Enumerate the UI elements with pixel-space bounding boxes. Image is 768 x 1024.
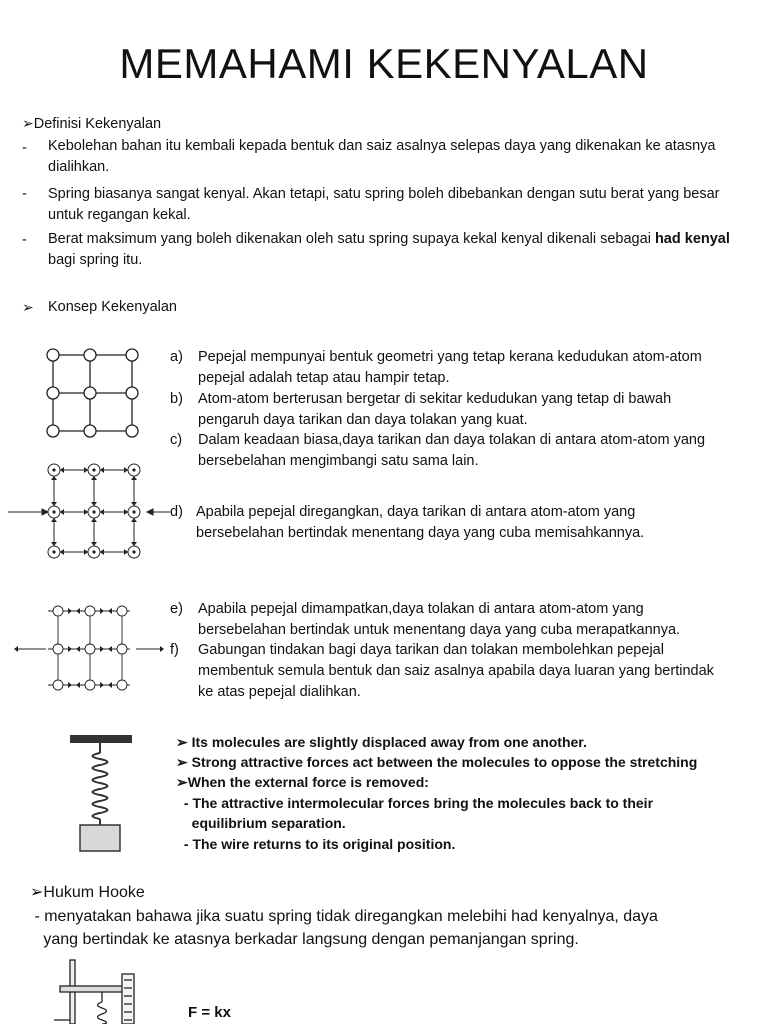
hooke-heading xyxy=(30,881,145,904)
point-label-c: c) xyxy=(170,432,183,448)
lattice-diagram-stretched xyxy=(8,462,168,562)
hooke-apparatus-image xyxy=(40,958,160,1024)
point-f: Gabungan tindakan bagi daya tarikan dan tolakan membolehkan pepejal membentuk semula bentuk dan saiz asalnya apabila daya luaran yang bertindak ke atas pepejal dialihkan. xyxy=(198,642,714,700)
definition-heading-text: Definisi Kekenyalan xyxy=(33,116,162,132)
hooke-line-2: yang bertindak ke atasnya berkadar langsung dengan pemanjangan spring. xyxy=(30,931,579,948)
definition-item-1: Kebolehan bahan itu kembali kepada bentuk dan saiz asalnya selepas daya yang dikenakan ke atasnya dialihkan. xyxy=(48,138,716,175)
arrow-bullet-icon: ➢ xyxy=(22,299,34,315)
definition-item-3: Berat maksimum yang boleh dikenakan oleh satu spring supaya kekal kenyal dikenali sebagai had kenyal bagi spring itu. xyxy=(48,231,730,268)
point-e: Apabila pepejal dimampatkan,daya tolakan di antara atom-atom yang bersebelahan bertindak untuk menentang daya yang cuba merapatkannya. xyxy=(198,601,681,638)
point-c: Dalam keadaan biasa,daya tarikan dan daya tolakan di antara atom-atom yang bersebelahan mengimbangi satu sama lain. xyxy=(198,432,706,469)
point-b: Atom-atom berterusan bergetar di sekitar kedudukan yang tetap di bawah pengaruh daya tarikan dan daya tolakan yang kuat. xyxy=(198,391,672,428)
definition-dash-1: - xyxy=(22,140,27,156)
english-line-2: ➢ Strong attractive forces act between the molecules to oppose the stretching xyxy=(176,754,698,770)
hooke-heading-text: Hukum Hooke xyxy=(43,884,145,901)
definition-dash-3: - xyxy=(22,232,27,248)
hooke-formula: F = kx xyxy=(188,1004,231,1021)
arrow-bullet-icon: ➢ xyxy=(22,115,34,131)
spring-with-weight-image xyxy=(70,735,135,853)
english-line-4: - The attractive intermolecular forces bring the molecules back to their xyxy=(180,795,654,811)
english-line-3: ➢When the external force is removed: xyxy=(176,774,429,790)
lattice-diagram-normal xyxy=(40,345,140,445)
page-title: MEMAHAMI KEKENYALAN xyxy=(119,40,649,87)
english-line-5: equilibrium separation. xyxy=(180,815,346,831)
point-a: Pepejal mempunyai bentuk geometri yang tetap kerana kedudukan atom-atom pepejal adalah tetap atau hampir tetap. xyxy=(198,349,702,386)
point-label-a: a) xyxy=(170,349,183,365)
arrow-bullet-icon: ➢ xyxy=(30,884,44,901)
definition-heading xyxy=(22,113,161,135)
point-label-b: b) xyxy=(170,391,183,407)
concept-heading: Konsep Kekenyalan xyxy=(48,299,177,315)
point-label-d: d) xyxy=(170,504,183,520)
concept-arrow xyxy=(22,297,34,319)
point-label-f: f) xyxy=(170,642,179,658)
point-label-e: e) xyxy=(170,601,183,617)
english-line-6: - The wire returns to its original position. xyxy=(180,836,456,852)
definition-item-2: Spring biasanya sangat kenyal. Akan tetapi, satu spring boleh dibebankan dengan sutu berat yang besar untuk regangan kekal. xyxy=(48,186,720,223)
definition-dash-2: - xyxy=(22,186,27,202)
lattice-diagram-compressed xyxy=(18,605,168,695)
english-line-1: ➢ Its molecules are slightly displaced away from one another. xyxy=(176,734,587,750)
point-d: Apabila pepejal diregangkan, daya tarikan di antara atom-atom yang bersebelahan bertindak menentang daya yang cuba memisahkannya. xyxy=(196,504,645,541)
hooke-line-1: - menyatakan bahawa jika suatu spring tidak diregangkan melebihi had kenyalnya, daya xyxy=(30,908,658,925)
